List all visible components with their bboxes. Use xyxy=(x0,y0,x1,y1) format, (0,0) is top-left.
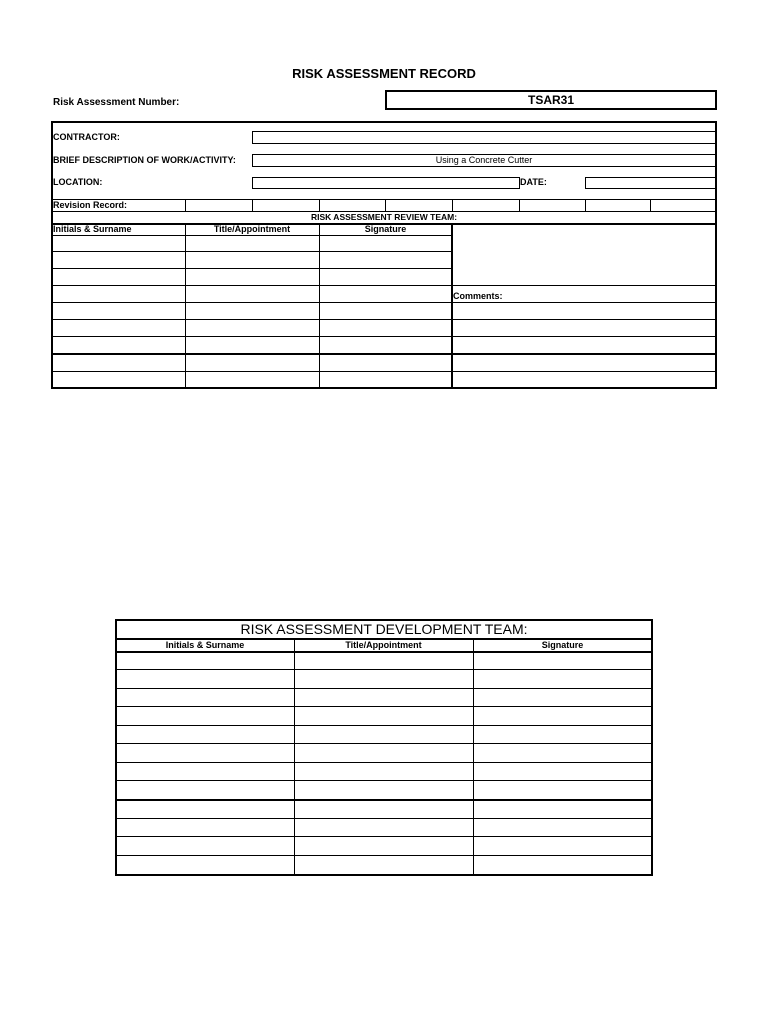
comments-label: Comments: xyxy=(453,291,503,301)
page-title: RISK ASSESSMENT RECORD xyxy=(292,66,476,81)
divider xyxy=(116,669,652,670)
divider xyxy=(185,224,186,388)
dev-header-title: Title/Appointment xyxy=(345,640,422,650)
divider xyxy=(319,199,320,211)
date-field[interactable] xyxy=(585,177,716,189)
divider xyxy=(185,199,186,211)
divider xyxy=(451,224,453,388)
divider xyxy=(252,199,253,211)
description-label: BRIEF DESCRIPTION OF WORK/ACTIVITY: xyxy=(53,155,236,165)
divider xyxy=(52,371,716,372)
divider xyxy=(116,706,652,707)
divider xyxy=(585,199,586,211)
divider xyxy=(52,319,716,320)
divider xyxy=(116,688,652,689)
divider xyxy=(294,640,295,875)
divider xyxy=(385,199,386,211)
dev-header-signature: Signature xyxy=(541,640,584,650)
review-header-signature: Signature xyxy=(364,224,407,234)
risk-number-label: Risk Assessment Number: xyxy=(53,97,180,108)
risk-number-field[interactable] xyxy=(385,90,717,110)
risk-number-value: TSAR31 xyxy=(527,93,574,107)
divider xyxy=(52,336,716,337)
divider xyxy=(52,302,716,303)
divider xyxy=(452,199,453,211)
contractor-label: CONTRACTOR: xyxy=(53,132,120,142)
development-team-table xyxy=(115,619,653,876)
divider xyxy=(116,651,652,653)
divider xyxy=(116,780,652,781)
dev-header-name: Initials & Surname xyxy=(165,640,245,650)
divider xyxy=(52,285,716,286)
divider xyxy=(52,199,716,200)
divider xyxy=(116,725,652,726)
review-team-title: RISK ASSESSMENT REVIEW TEAM: xyxy=(310,212,458,222)
location-label: LOCATION: xyxy=(53,177,103,187)
review-header-name: Initials & Surname xyxy=(53,224,132,234)
divider xyxy=(116,743,652,744)
divider xyxy=(473,640,474,875)
divider xyxy=(650,199,651,211)
divider xyxy=(52,235,452,236)
divider xyxy=(116,818,652,819)
contractor-field[interactable] xyxy=(252,131,716,144)
location-field[interactable] xyxy=(252,177,520,189)
divider xyxy=(52,353,716,355)
revision-label: Revision Record: xyxy=(53,200,128,210)
review-header-title: Title/Appointment xyxy=(213,224,291,234)
development-team-title: RISK ASSESSMENT DEVELOPMENT TEAM: xyxy=(240,621,528,637)
divider xyxy=(116,762,652,763)
description-value: Using a Concrete Cutter xyxy=(435,155,533,165)
divider xyxy=(116,855,652,856)
divider xyxy=(52,251,452,252)
divider xyxy=(116,799,652,801)
divider xyxy=(519,199,520,211)
divider xyxy=(319,224,320,388)
divider xyxy=(116,836,652,837)
description-field[interactable] xyxy=(252,154,716,167)
date-label: DATE: xyxy=(520,177,547,187)
divider xyxy=(52,268,452,269)
